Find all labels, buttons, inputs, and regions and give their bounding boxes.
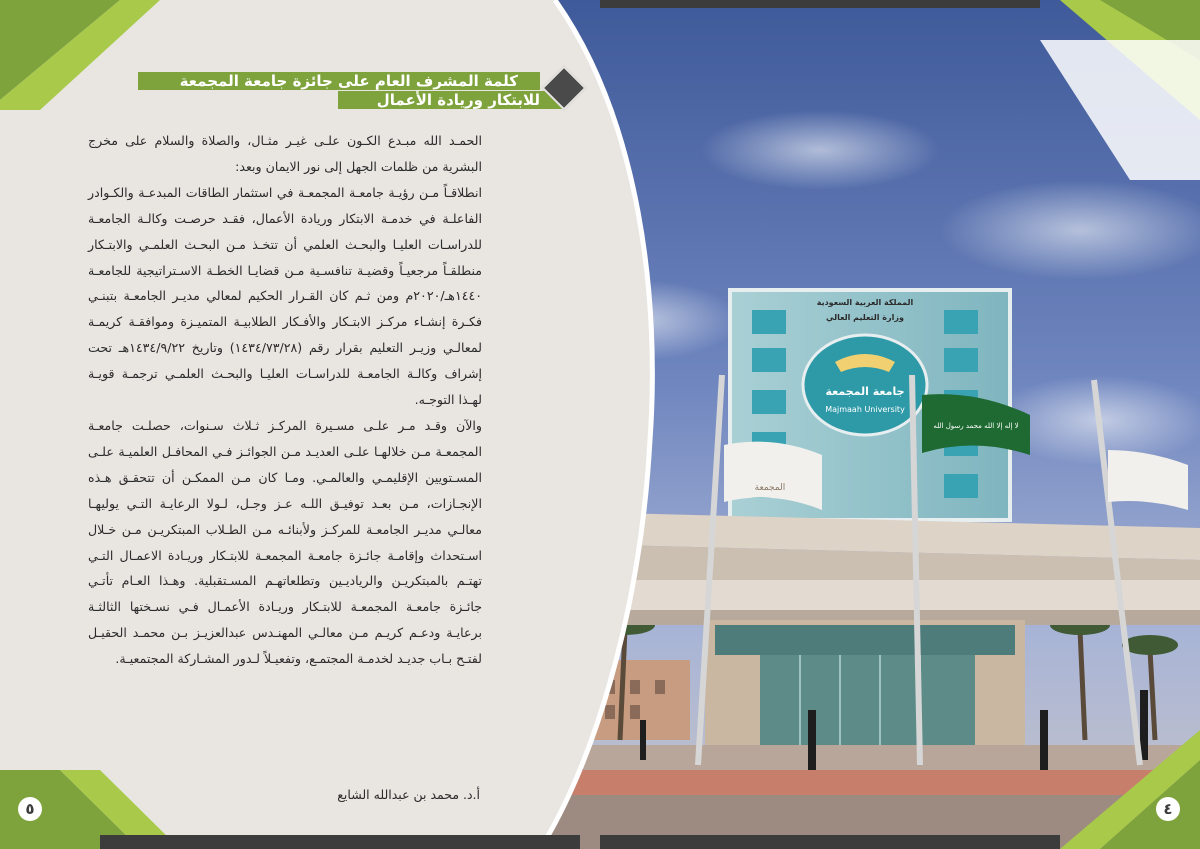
page-number-left: ٥ — [18, 797, 42, 821]
sign-line-2: وزارة التعليم العالي — [826, 313, 904, 322]
article-body — [88, 128, 482, 672]
banner-text: المجمعة — [754, 483, 786, 493]
article-title-line-1: كلمة المشرف العام على جائزة جامعة المجمعة — [138, 72, 540, 90]
article-title-line-2: للابتكار وريادة الأعمال — [338, 91, 562, 109]
paragraph: والآن وقـد مـر علـى مسـيرة المركـز ثـلاث سـنوات، حصلـت جامعـة المجمعـة مـن خلالهـا علـى العديـد مـن الجوائـز فـي المحافـل العلميـة علـى المسـتويين الإقليمـي والعالمـي. ومـا كان مـن الممكـن أن تتحقـق هـذه الإنجـازات، مـن بعـد توفيـق اللـه عـز وجـل، لـولا الرعايـة التـي يوليهـا معالـي مديـر الجامعـة للمركـز ولأبنائـه مـن الطـلاب المبتكريـن مـن خـلال اسـتحداث وإقامـة جائـزة جامعـة المجمعـة للابتـكار وريـادة الاعمـال التـي تهتـم بالمبتكريـن والرياديـين وتطلعاتهـم المسـتقبلية. وهـذا العـام تأتـي جائـزة جامعـة المجمعـة للابتـكار وريـادة الأعمـال فـي نسـختها الثالثـة برعايـة ودعـم كريـم مـن معالـي المهنـدس عبدالعزيـز بـن محمـد الحقيـل لفتـح بـاب جديـد لخدمـة المجتمـع، وتفعيـلاً لـدور المشـاركة المجتمعيـة. — [88, 417, 482, 667]
author-signature: أ.د. محمد بن عبدالله الشايع — [337, 787, 480, 802]
paragraph: انطلاقـاً مـن رؤيـة جامعـة المجمعـة في استثمار الطاقات المبدعـة والكـوادر الفاعلـة في خدمـة الابتكار وريادة الأعمال، فقـد حرصـت وكالـة الجامعـة للدراسـات العليـا والبحـث العلمي أن تتخـذ مـن البحـث العلمـي والابتـكار منطلقـاً مرجعيـاً وقضيـة تنافسـية مـن قضايـا الخطـة الاسـتراتيجية للجامعـة ١٤٤٠هـ/٢٠٢٠م ومن ثـم كان القـرار الحكيم لمعالي مديـر الجامعـة بتبنـي فكـرة إنشـاء مركـز الابتـكار والأفـكار الطلابيـة المتميـزة وموافقـة كريمـة لمعالـي وزيـر التعليم بقرار رقم (١٤٣٤/٧٣/٢٨) وتاريخ ١٤٣٤/٩/٢٢هـ تحت إشراف وكالـة الجامعـة للدراسـات العليـا والبحـث العلمـي ترجمـة قويـة لهـذا التوجـه. — [88, 184, 483, 408]
paragraph: الحمـد الله مبـدع الكـون علـى غيـر مثـال، والصلاة والسلام على مخرج البشرية من ظلمات الجهل إلى نور الايمان وبعد: — [88, 133, 482, 174]
sign-line-1: المملكة العربية السعودية — [816, 298, 914, 307]
logo-text-en: Majmaah University — [825, 405, 905, 414]
page-number-right: ٤ — [1156, 797, 1180, 821]
flag-text: لا إله إلا الله محمد رسول الله — [933, 422, 1019, 430]
logo-text: جامعة المجمعة — [825, 385, 905, 398]
